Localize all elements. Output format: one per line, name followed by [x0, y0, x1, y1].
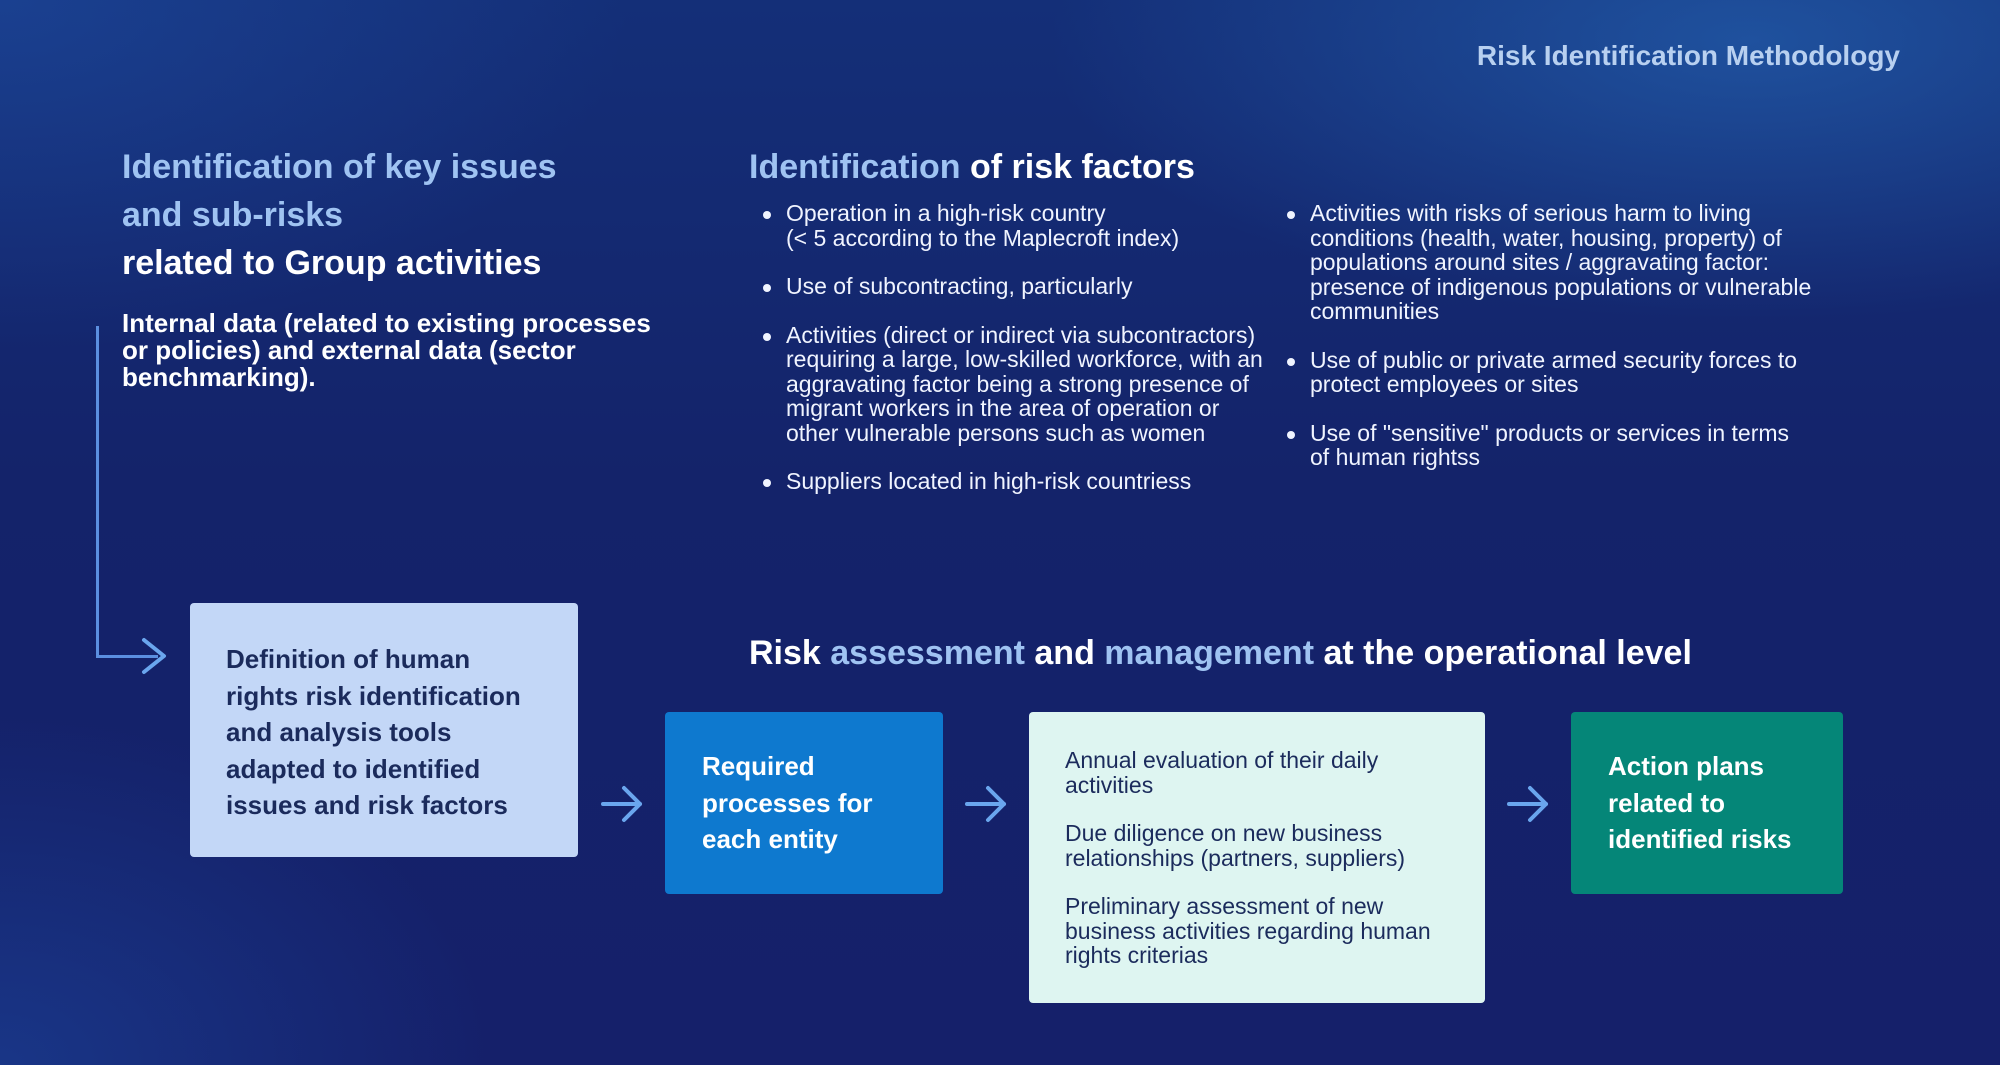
- arrow-right-icon: [140, 636, 170, 676]
- page-title: Risk Identification Methodology: [1476, 40, 1900, 71]
- risk-factor-item: Use of subcontracting, particularly: [750, 274, 1270, 299]
- evaluation-box: [1029, 712, 1485, 1003]
- key-issues-heading: [122, 143, 557, 287]
- risk-factors-heading-accent: Identification: [749, 148, 961, 186]
- risk-factors-heading: [749, 143, 1195, 191]
- risk-factor-item: Activities with risks of serious harm to living conditions (health, water, housing, property) of populations around sites / aggravating factor: presence of indigenous populations or vulnerable communities: [1274, 201, 1814, 324]
- action-plans-box: Action plans related to identified risks: [1571, 712, 1843, 894]
- flow-connector-vertical: [96, 326, 99, 658]
- key-issues-heading-line2: and sub-risks: [122, 196, 344, 234]
- risk-factors-heading-rest: of risk factors: [960, 148, 1195, 186]
- operational-heading: Risk assessment and management at the operational level: [749, 634, 1692, 672]
- key-issues-heading-line1: Identification of key issues: [122, 148, 557, 186]
- risk-factor-item: Activities (direct or indirect via subcontractors) requiring a large, low-skilled workforce, with an aggravating factor being a strong presence of migrant workers in the area of operation or other vulnerable persons such as women: [750, 323, 1270, 446]
- risk-factors-column-2: [1274, 201, 1814, 494]
- evaluation-item: Preliminary assessment of new business activities regarding human rights criterias: [1065, 893, 1431, 968]
- key-issues-heading-line3: related to Group activities: [122, 244, 542, 282]
- risk-factors-column-1: [750, 201, 1270, 518]
- arrow-right-icon: [600, 782, 644, 826]
- definition-tools-box: Definition of human rights risk identification and analysis tools adapted to identified issues and risk factors: [190, 603, 578, 857]
- evaluation-item: Annual evaluation of their daily activities: [1065, 747, 1379, 798]
- data-sources-description: Internal data (related to existing processes or policies) and external data (sector benchmarking).: [122, 308, 651, 392]
- arrow-right-icon: [964, 782, 1008, 826]
- risk-factor-item: Use of public or private armed security forces to protect employees or sites: [1274, 348, 1814, 397]
- risk-factor-item: Suppliers located in high-risk countriess: [750, 469, 1270, 494]
- risk-factor-item: Operation in a high-risk country (< 5 according to the Maplecroft index): [750, 201, 1270, 250]
- risk-factor-item: Use of "sensitive" products or services in terms of human rightss: [1274, 421, 1814, 470]
- evaluation-item: Due diligence on new business relationships (partners, suppliers): [1065, 820, 1406, 871]
- arrow-right-icon: [1506, 782, 1550, 826]
- required-processes-box: Required processes for each entity: [665, 712, 943, 894]
